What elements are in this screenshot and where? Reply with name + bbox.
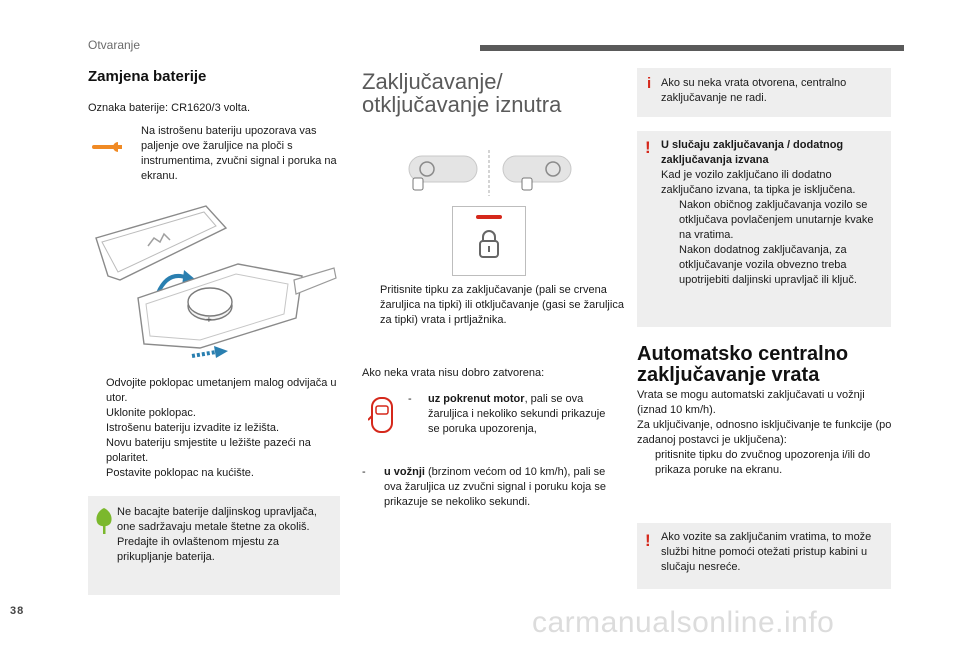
- outside-lock-warning-box: [637, 131, 891, 327]
- auto-locking-body: [637, 388, 895, 478]
- door-open-intro: Ako neka vrata nisu dobro zatvorena:: [362, 367, 545, 379]
- battery-title: Zamjena baterije: [88, 68, 207, 85]
- auto-locking-title: Automatsko centralno zaključavanje vrata: [637, 343, 849, 386]
- warning-icon: !: [645, 531, 651, 550]
- central-lock-button[interactable]: [452, 206, 526, 276]
- list-item: Novu bateriju smjestite u ležište pazeći na polaritet.: [106, 437, 311, 464]
- warning-icon: !: [645, 138, 651, 157]
- battery-steps: [88, 376, 338, 481]
- eco-note-box: [88, 496, 340, 595]
- svg-text:+: +: [206, 315, 212, 326]
- dash: -: [408, 393, 412, 405]
- remote-key-illustration: [88, 198, 340, 368]
- info-box-text: Ako su neka vrata otvorena, centralno zaključavanje ne radi.: [661, 77, 847, 104]
- outside-lock-text: Kad je vozilo zaključano ili dodatno zaključano izvana, ta tipka je isključena.: [661, 169, 856, 196]
- info-box: [637, 68, 891, 117]
- list-item: Postavite poklopac na kućište.: [106, 467, 254, 479]
- inside-locking-title: Zaključavanje/ otključavanje iznutra: [362, 69, 562, 117]
- emergency-warning-text: Ako vozite sa zaključanim vratima, to može službi hitne pomoći otežati pristup kabini u slučaju nesreće.: [661, 531, 872, 573]
- list-item: Pritisnite tipku za zaključavanje (pali se crvena žaruljica na tipki) ili otključavanje (gasi se žaruljica za tipki) vrata i prtljažnika.: [380, 284, 624, 326]
- battery-warning-text: Na istrošenu bateriju upozorava vas paljenje ove žaruljice na ploči s instrumentima, zvučni signal i poruka na ekranu.: [141, 125, 337, 182]
- outside-lock-title: U slučaju zaključavanja / dodatnog zaključavanja izvana: [661, 139, 844, 166]
- list-item: Odvojite poklopac umetanjem malog odvijača u utor.: [106, 377, 337, 404]
- list-item: Nakon dodatnog zaključavanja, za otključavanje vozila obvezno treba upotrijebiti daljinski upravljač ili ključ.: [679, 244, 857, 286]
- battery-type: Oznaka baterije: CR1620/3 volta.: [88, 102, 251, 114]
- car-door-open-icon: [368, 396, 396, 439]
- recycle-eco-icon: [94, 506, 114, 541]
- page-number: 38: [10, 605, 25, 617]
- header-bar: [480, 45, 904, 51]
- inside-locking-step: [362, 283, 624, 328]
- outside-lock-content: [661, 138, 885, 288]
- list-item: Nakon običnog zaključavanja vozilo se otključava povlačenjem unutarnje kvake na vratima.: [679, 199, 874, 241]
- emergency-warning-box: [637, 523, 891, 589]
- eco-note-text: Ne bacajte baterije daljinskog upravljača, one sadržavaju metale štetne za okoliš. Predajte ih ovlaštenom mjestu za prikupljanje baterija.: [117, 506, 317, 563]
- list-item: Istrošenu bateriju izvadite iz ležišta.: [106, 422, 280, 434]
- list-item: Uklonite poklopac.: [106, 407, 196, 419]
- section-label: Otvaranje: [88, 38, 141, 52]
- watermark: carmanualsonline.info: [532, 606, 835, 639]
- lock-led-indicator: [476, 215, 502, 219]
- dash: -: [362, 466, 366, 478]
- list-item: pritisnite tipku do zvučnog upozorenja i/ili do prikaza poruke na ekranu.: [655, 449, 871, 476]
- car-doors-diagram: [405, 150, 575, 196]
- info-icon: i: [647, 75, 652, 92]
- padlock-icon: [479, 229, 499, 264]
- auto-locking-p1: Vrata se mogu automatski zaključavati u vožnji (iznad 10 km/h).: [637, 389, 865, 416]
- wrench-warning-icon: [90, 140, 128, 154]
- auto-locking-p2: Za uključivanje, odnosno isključivanje te funkcije (po zadanoj postavci je uključena):: [637, 419, 892, 446]
- stationary-warning-text: uz pokrenut motor, pali se ova žaruljica i nekoliko sekundi prikazuje se poruka upozorenja,: [428, 393, 606, 435]
- driving-warning-text: u vožnji (brzinom većom od 10 km/h), pali se ova žaruljica uz zvučni signal i poruku koja se prikazuje se nekoliko sekundi.: [384, 466, 606, 508]
